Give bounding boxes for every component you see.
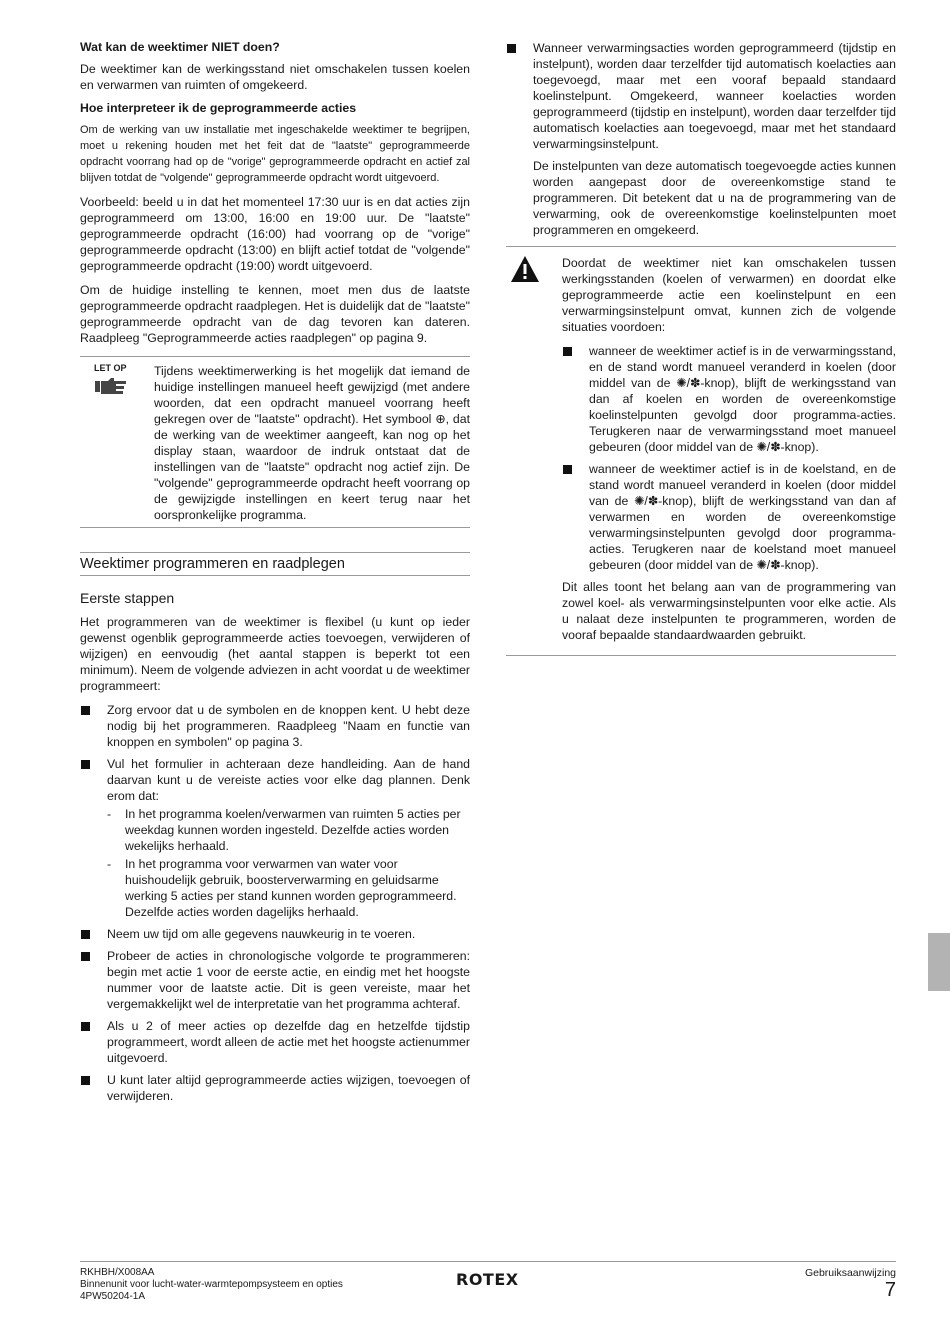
footer-right [805, 1267, 896, 1301]
warning-side [506, 255, 562, 651]
footer-code: 4PW50204-1A [80, 1291, 146, 1302]
list-item [80, 1018, 470, 1066]
note-body [154, 363, 470, 523]
paragraph-instelpunten: De instelpunten van deze automatisch toegevoegde acties kunnen worden aangepast door de overeenkomstige stand te programmeren. Dit betekent dat u na de programmering van de verwarming, ook de overeenkomstige koelinstelpunten moet programmeren en omgekeerd. [533, 159, 896, 237]
list-item-text: Probeer de acties in chronologische volgorde te programmeren: begin met actie 1 voor de eerste actie, en eindig met het hoogste nummer voor de laatste actie. Dit is geen vereiste, maar het vergemakkelijkt wel de interpretatie van het programma achteraf. [107, 949, 470, 1011]
brand-logo: ROTEX [456, 1270, 519, 1289]
list-item [80, 926, 470, 942]
list-item [80, 756, 470, 920]
note-text: Tijdens weektimerwerking is het mogelijk dat iemand de huidige instellingen manueel heeft gewijzigd (met andere woorden, dat een opdracht manueel voorrang heeft gekregen over de "laatste" opdracht). Het symbool ⊕, dat de werking van de weektimer aangeeft, kan nog op het display staan, waardoor de indruk ontstaat dat de instellingen van de "laatste" opdracht nog actief zijn. De "volgende" geprogrammeerde opdracht heeft voorrang op de gewijzigde instellingen en keert terug naar het oorspronkelijke programma. [154, 364, 470, 522]
right-column [506, 40, 896, 656]
warning-triangle-icon [510, 270, 540, 287]
warning-box [506, 246, 896, 656]
paragraph-voorbeeld: Voorbeeld: beeld u in dat het momenteel 17:30 uur is en dat acties zijn geprogrammeerd om 13:00, 16:00 en 19:00 uur. De "laatste" geprogrammeerde opdracht (16:00) had voorrang op de "vorige" geprogrammeerde opdracht (13:00) en blijft actief totdat de "volgende" geprogrammeerde opdracht (19:00) wordt uitgevoerd. [80, 195, 470, 273]
list-item-text: U kunt later altijd geprogrammeerde acties wijzigen, toevoegen of verwijderen. [107, 1073, 470, 1103]
footer-info [80, 1267, 343, 1303]
list-item-text: Vul het formulier in achteraan deze handleiding. Aan de hand daarvan kunt u de vereiste acties voor elke dag plannen. Denk erom dat: [107, 757, 470, 803]
list-item [562, 461, 896, 573]
note-box [80, 356, 470, 528]
warning-outro: Dit alles toont het belang aan van de programmering van zowel koel- als verwarmingsinstelpunten voor elke actie. Als u nalaat deze instelpunten te programmeren, worden de vooraf bepaalde standaardwaarden gebruikt. [562, 580, 896, 642]
paragraph-huidige-instelling: Om de huidige instelling te kennen, moet men dus de laatste geprogrammeerde opdracht raadplegen. Het is duidelijk dat de "laatste" geprogrammeerde opdracht van de dag tevoren kan dateren. Raadpleeg "Geprogrammeerde acties raadplegen" op pagina 9. [80, 283, 470, 345]
footer-model: RKHBH/X008AA [80, 1267, 155, 1278]
list-item-text: wanneer de weektimer actief is in de verwarmingsstand, en de stand wordt manueel veranderd in koelen (door middel van de ✺/✽-knop), blijft de werkingsstand van dan af koelen en worden de overeenkomstige koelinstelpunten gevolgd door programma-acties. Terugkeren naar de verwarmingsstand moet manueel gebeuren (door middel van de ✺/✽-knop). [589, 344, 896, 454]
heading-interpreteer: Hoe interpreteer ik de geprogrammeerde acties [80, 101, 357, 115]
chapter-tab [928, 933, 950, 991]
note-label: LET OP [94, 363, 127, 373]
dash-list [107, 806, 470, 920]
list-item-text: wanneer de weektimer actief is in de koelstand, en de stand wordt manueel veranderd in koelen (door middel van de ✺/✽-knop), blijft de werkingsstand van dan af verwarmen en worden de overeenkomstige verwarmingsinstelpunten gevolgd door programma-acties. Terugkeren naar de koelstand moet manueel gebeuren (door middel van de ✺/✽-knop). [589, 462, 896, 572]
paragraph-niet-doen: De weektimer kan de werkingsstand niet omschakelen tussen koelen en verwarmen van ruimten of omgekeerd. [80, 62, 470, 92]
list-item [80, 948, 470, 1012]
subsection-title: Eerste stappen [80, 590, 175, 606]
list-item-text: Wanneer verwarmingsacties worden geprogrammeerd (tijdstip en instelpunt), worden daar terzelfder tijd automatisch koelacties aan toegevoegd, maar met een vooraf bepaald standaard koelinstelpunt. Omgekeerd, wanneer koelacties worden geprogrammeerd (tijdstip en instelpunt), worden daar terzelfder tijd automatisch koelacties aan toegevoegd, maar met het standaard verwarmingsinstelpunt. [533, 41, 896, 151]
paragraph-programmeren: Het programmeren van de weektimer is flexibel (u kunt op ieder gewenst ogenblik geprogrammeerde acties toevoegen, verwijderen of wijzigen) en eenvoudig (het aantal stappen is beperkt tot een minimum). Neem de volgende adviezen in acht voordat u de weektimer programmeert: [80, 615, 470, 693]
left-column [80, 40, 470, 1110]
list-item-text: Neem uw tijd om alle gegevens nauwkeurig in te voeren. [107, 927, 416, 941]
warning-list [562, 343, 896, 573]
advice-list [80, 702, 470, 1104]
note-side [80, 363, 154, 523]
page-number: 7 [884, 1279, 896, 1301]
page-footer [80, 1261, 896, 1302]
heading-niet-doen: Wat kan de weektimer NIET doen? [80, 40, 280, 54]
list-item [80, 702, 470, 750]
list-item [562, 343, 896, 455]
right-list [506, 40, 896, 152]
footer-manual-title: Gebruiksaanwijzing [804, 1267, 896, 1279]
list-item [80, 1072, 470, 1104]
list-item-text: Als u 2 of meer acties op dezelfde dag en hetzelfde tijdstip programmeert, wordt alleen de actie met het hoogste actienummer uitgevoerd. [107, 1019, 470, 1065]
section-title: Weektimer programmeren en raadplegen [80, 552, 470, 576]
warning-body [562, 255, 896, 651]
pointing-hand-icon [94, 383, 128, 400]
list-item-text: Zorg ervoor dat u de symbolen en de knoppen kent. U hebt deze nodig bij het programmeren. Raadpleeg "Naam en functie van knoppen en symbolen" op pagina 3. [107, 703, 470, 749]
dash-item: - In het programma koelen/verwarmen van ruimten 5 acties per weekdag kunnen worden ingesteld. Dezelfde acties worden wekelijks herhaald. [107, 806, 470, 854]
paragraph-interpreteer: Om de werking van uw installatie met ingeschakelde weektimer te begrijpen, moet u rekening houden met het feit dat de "laatste" geprogrammeerde opdracht voorrang had op de "vorige" geprogrammeerde opdracht en actief zal blijven totdat de "volgende" geprogrammeerde opdracht wordt uitgevoerd. [80, 124, 470, 184]
footer-description: Binnenunit voor lucht-water-warmtepompsysteem en opties [80, 1279, 343, 1290]
dash-item: - In het programma voor verwarmen van water voor huishoudelijk gebruik, boosterverwarming en geluidsarme werking 5 acties per stand kunnen worden geprogrammeerd. Dezelfde acties worden dagelijks herhaald. [107, 856, 470, 920]
warning-intro: Doordat de weektimer niet kan omschakelen tussen werkingsstanden (koelen of verwarmen) en doordat elke geprogrammeerde actie een koelinstelpunt en een verwarmingsinstelpunt omvat, kunnen zich de volgende situaties voordoen: [562, 256, 896, 334]
list-item [506, 40, 896, 152]
